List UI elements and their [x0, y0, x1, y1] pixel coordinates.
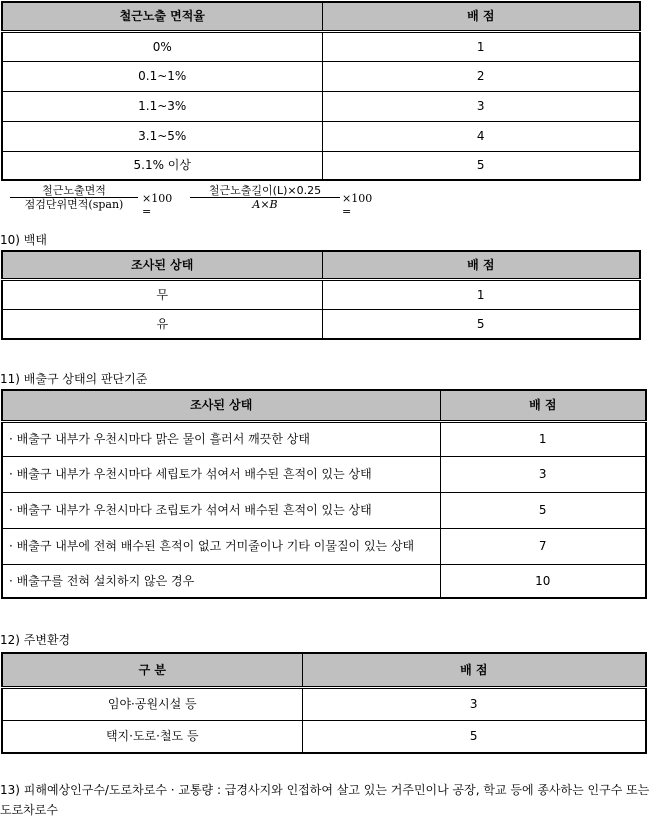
- section-11-title: 11) 배출구 상태의 판단기준: [0, 372, 148, 386]
- table-cell: · 배출구를 전혀 설치하지 않은 경우: [2, 564, 440, 598]
- table-cell: 0%: [2, 31, 322, 61]
- table-cell: 5: [322, 151, 640, 180]
- table-cell: 3: [302, 687, 646, 720]
- table-cell: 3: [440, 456, 646, 492]
- surroundings-table: [1, 652, 647, 754]
- table-cell: 7: [440, 528, 646, 564]
- table-cell: 1: [440, 421, 646, 456]
- table-cell: 1: [322, 279, 640, 309]
- fraction-denominator: A×B: [252, 198, 278, 211]
- table-cell: · 배출구 내부가 우천시마다 세립토가 섞여서 배수된 흔적이 있는 상태: [2, 456, 440, 492]
- section-13-text: 13) 피해예상인구수/도로차로수 · 교통량 : 급경사지와 인접하여 살고 있는 거주민이나 공장, 학교 등에 종사하는 인구수 또는 도로차로수: [0, 783, 650, 817]
- table-cell: 택지·도로·철도 등: [2, 720, 302, 753]
- fraction-2: [190, 184, 340, 212]
- table-header: 조사된 상태: [2, 390, 440, 421]
- table-cell: 3: [322, 91, 640, 121]
- section-10-title: 10) 백태: [0, 233, 47, 247]
- table-cell: 무: [2, 279, 322, 309]
- multiplier: ×100 =: [142, 192, 173, 218]
- table-header: 배 점: [322, 251, 640, 279]
- table-cell: 2: [322, 61, 640, 91]
- table-cell: · 배출구 내부가 우천시마다 조립토가 섞여서 배수된 흔적이 있는 상태: [2, 492, 440, 528]
- table-header: 구 분: [2, 653, 302, 687]
- table-cell: 0.1~1%: [2, 61, 322, 91]
- table-cell: · 배출구 내부가 우천시마다 맑은 물이 흘러서 깨끗한 상태: [2, 421, 440, 456]
- table-header: 조사된 상태: [2, 251, 322, 279]
- drain-outlet-table: [1, 389, 647, 599]
- table-cell: 1: [322, 31, 640, 61]
- multiplier: ×100 =: [342, 192, 373, 218]
- table-cell: 5.1% 이상: [2, 151, 322, 180]
- table-cell: 5: [322, 309, 640, 339]
- table-cell: 1.1~3%: [2, 91, 322, 121]
- fraction-numerator: 철근노출길이(L)×0.25: [190, 184, 340, 198]
- table-header: 배 점: [322, 2, 640, 31]
- table-cell: · 배출구 내부에 전혀 배수된 흔적이 없고 거미줄이나 기타 이물질이 있는 상태: [2, 528, 440, 564]
- table-header: 배 점: [440, 390, 646, 421]
- table-cell: 5: [302, 720, 646, 753]
- fraction-numerator: 철근노출면적: [10, 184, 138, 198]
- fraction-1: [10, 184, 138, 212]
- table-cell: 3.1~5%: [2, 121, 322, 151]
- table-cell: 유: [2, 309, 322, 339]
- table-cell: 5: [440, 492, 646, 528]
- table-header: 철근노출 면적율: [2, 2, 322, 31]
- table-cell: 4: [322, 121, 640, 151]
- table-cell: 임야·공원시설 등: [2, 687, 302, 720]
- exposure-ratio-table: [1, 1, 641, 181]
- table-cell: 10: [440, 564, 646, 598]
- efflorescence-table: [1, 250, 641, 340]
- section-12-title: 12) 주변환경: [0, 633, 71, 647]
- table-header: 배 점: [302, 653, 646, 687]
- fraction-denominator: 점검단위면적(span): [24, 198, 124, 211]
